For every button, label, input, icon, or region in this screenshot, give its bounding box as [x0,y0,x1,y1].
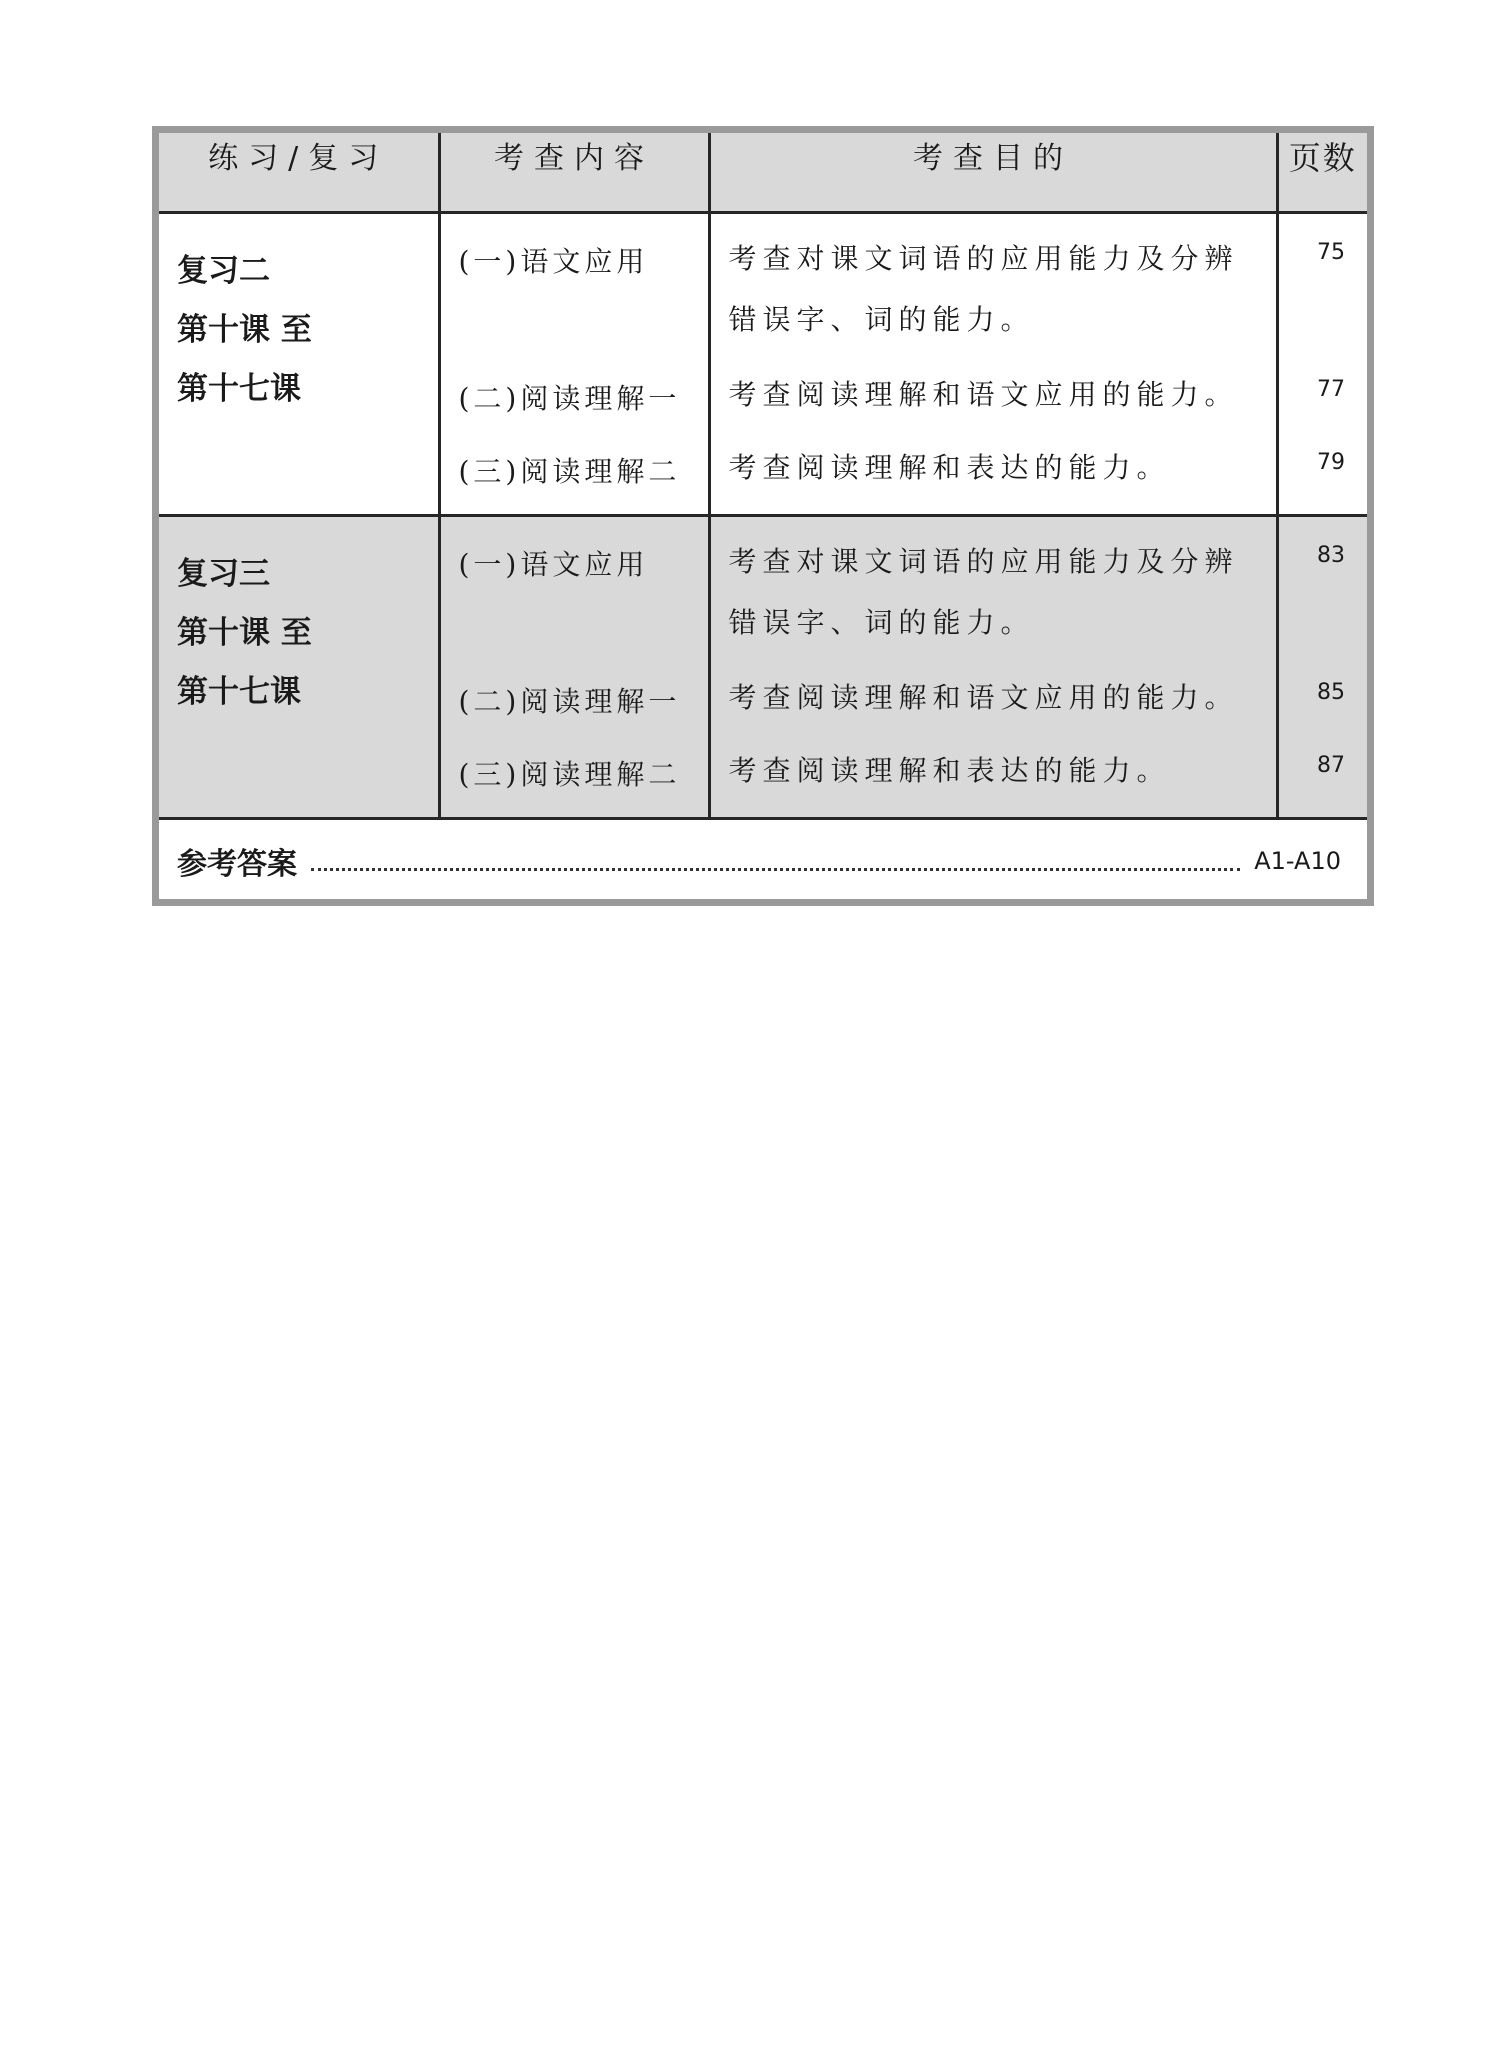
review-title: 复习二 [177,253,270,289]
content-item: (三)阅读理解二 [458,758,681,791]
answer-key-row [159,823,1367,899]
review-title: 复习三 [177,556,270,592]
review-cell [159,213,439,516]
purpose-item: 考查阅读理解和表达的能力。 [728,754,1171,787]
contents-table [159,133,1367,820]
table-row [159,516,1367,819]
page-number: 87 [1317,753,1345,778]
header-purpose: 考查目的 [709,133,1277,213]
content-cell [439,213,709,516]
page-number: 77 [1317,377,1345,402]
header-pages: 页数 [1277,133,1367,213]
purpose-item [729,531,1239,653]
review-range-end: 第十七课 [177,371,301,407]
header-practice-review: 练习/复习 [159,133,439,213]
content-item: (二)阅读理解一 [458,382,681,415]
page-number: 75 [1317,240,1345,265]
purpose-cell [709,213,1277,516]
purpose-text-line: 错误字、词的能力。 [728,606,1035,639]
content-item: (三)阅读理解二 [458,455,681,488]
table-header-row [159,133,1367,213]
contents-table-frame [152,126,1374,906]
pages-cell [1277,516,1367,819]
review-cell [159,516,439,819]
purpose-item: 考查阅读理解和语文应用的能力。 [728,378,1239,411]
purpose-item: 考查阅读理解和表达的能力。 [728,451,1171,484]
table-row [159,213,1367,516]
content-item: (一)语文应用 [458,245,649,278]
dot-leader [311,868,1240,871]
answer-key-pages: A1-A10 [1254,847,1341,875]
review-range-start: 第十课 至 [177,615,312,651]
content-item: (二)阅读理解一 [458,685,681,718]
purpose-text-line: 考查对课文词语的应用能力及分辨 [728,242,1239,275]
pages-cell [1277,213,1367,516]
page-number: 83 [1317,543,1345,568]
purpose-item: 考查阅读理解和语文应用的能力。 [728,681,1239,714]
purpose-item [729,228,1239,350]
header-content: 考查内容 [439,133,709,213]
page-number: 79 [1317,450,1345,475]
review-range-start: 第十课 至 [177,312,312,348]
review-range-end: 第十七课 [177,674,301,710]
answer-key-label: 参考答案 [177,847,297,882]
purpose-text-line: 错误字、词的能力。 [728,303,1035,336]
purpose-cell [709,516,1277,819]
content-cell [439,516,709,819]
page-number: 85 [1317,680,1345,705]
content-item: (一)语文应用 [458,548,649,581]
purpose-text-line: 考查对课文词语的应用能力及分辨 [728,545,1239,578]
